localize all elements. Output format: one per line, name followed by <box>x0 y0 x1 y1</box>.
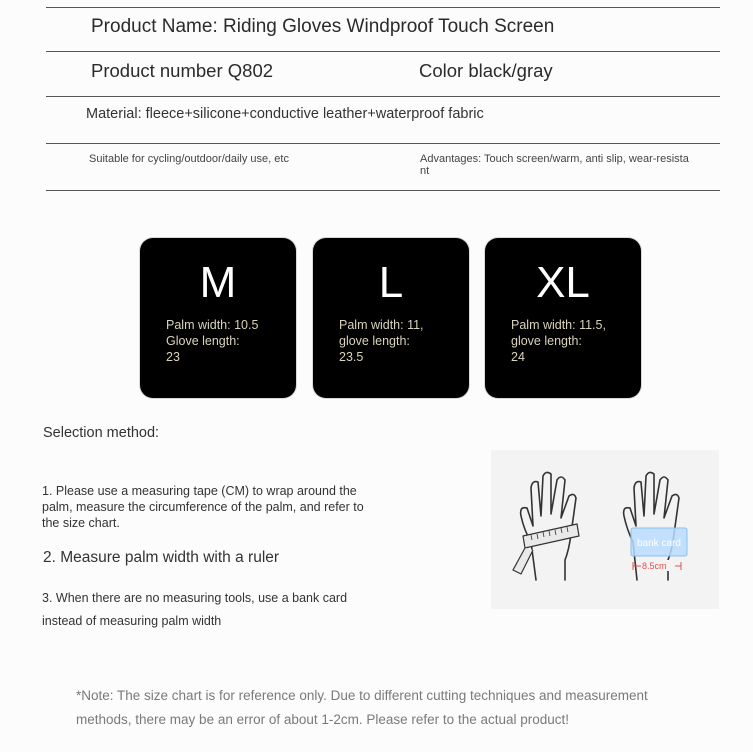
product-number: Product number Q802 <box>91 60 274 81</box>
size-description: Palm width: 10.5 Glove length: 23 <box>166 318 259 364</box>
size-note: *Note: The size chart is for reference only. Due to different cutting techniques and measurement methods, there may be an error of about 1-2cm. Please refer to the actual product! <box>76 688 648 727</box>
table-line <box>46 190 720 191</box>
table-line <box>46 96 720 97</box>
size-description: Palm width: 11.5, glove length: 24 <box>511 318 606 364</box>
size-card-l <box>313 238 469 398</box>
product-color: Color black/gray <box>419 60 553 81</box>
product-name: Product Name: Riding Gloves Windproof Touch Screen <box>91 16 555 37</box>
size-card-m <box>140 238 296 398</box>
size-card-xl <box>485 238 641 398</box>
product-material: Material: fleece+silicone+conductive leather+waterproof fabric <box>86 106 484 122</box>
selection-step-3: 3. When there are no measuring tools, use a bank card instead of measuring palm width <box>42 591 348 628</box>
selection-step-1: 1. Please use a measuring tape (CM) to wrap around the palm, measure the circumference of the palm, and refer to the size chart. <box>42 484 364 530</box>
table-line <box>46 143 720 144</box>
size-label: M <box>199 258 237 307</box>
table-line <box>46 51 720 52</box>
size-description: Palm width: 11, glove length: 23.5 <box>339 318 424 364</box>
selection-heading: Selection method: <box>43 425 160 441</box>
hand-measure-icon <box>491 450 719 609</box>
selection-step-2: 2. Measure palm width with a ruler <box>43 549 280 566</box>
measuring-illustration <box>491 450 719 609</box>
size-label: L <box>378 258 404 307</box>
measure-label: 8.5cm <box>642 561 667 571</box>
product-usage: Suitable for cycling/outdoor/daily use, etc <box>89 153 289 165</box>
size-label: XL <box>536 258 590 307</box>
table-line <box>46 7 720 8</box>
product-advantages: Advantages: Touch screen/warm, anti slip, wear-resista nt <box>420 153 689 177</box>
card-label: bank card <box>637 538 681 549</box>
